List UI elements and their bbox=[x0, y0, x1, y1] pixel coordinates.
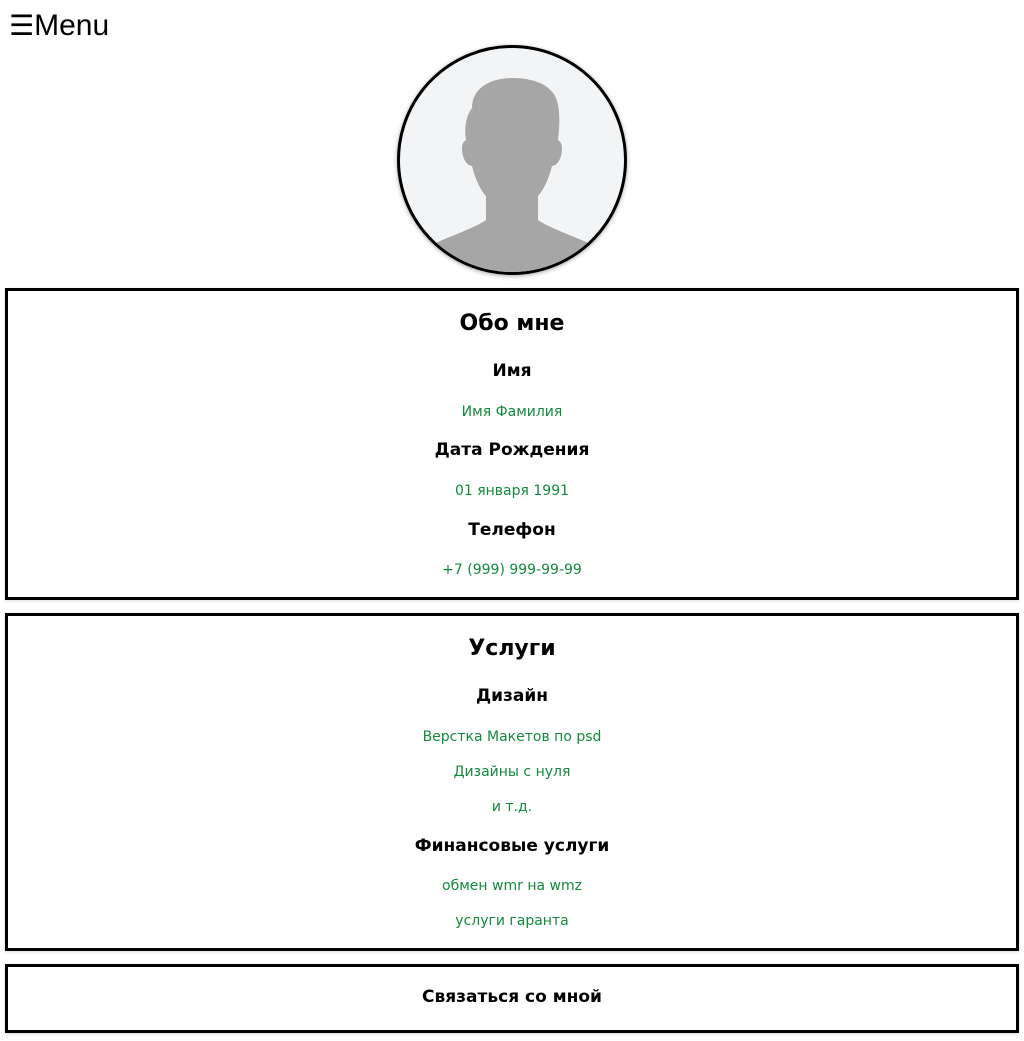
design-item: Верстка Макетов по psd bbox=[422, 729, 602, 745]
design-label: Дизайн bbox=[475, 686, 549, 706]
name-value: Имя Фамилия bbox=[461, 404, 563, 420]
design-item: Дизайны с нуля bbox=[453, 764, 571, 780]
services-title: Услуги bbox=[468, 636, 556, 661]
about-title: Обо мне bbox=[459, 311, 565, 336]
menu-label: Menu bbox=[34, 9, 110, 42]
contact-button[interactable] bbox=[5, 964, 1019, 1033]
services-card bbox=[5, 613, 1019, 951]
avatar bbox=[397, 45, 627, 275]
about-card bbox=[5, 288, 1019, 600]
finance-item: обмен wmr на wmz bbox=[442, 878, 582, 894]
hamburger-icon: ☰ bbox=[9, 9, 35, 42]
design-item: и т.д. bbox=[491, 799, 533, 815]
finance-label: Финансовые услуги bbox=[414, 836, 610, 856]
user-silhouette-icon bbox=[400, 48, 624, 272]
finance-item: услуги гаранта bbox=[455, 913, 569, 929]
menu-button[interactable] bbox=[9, 6, 109, 46]
birthdate-value: 01 января 1991 bbox=[454, 483, 570, 499]
phone-label: Телефон bbox=[468, 520, 556, 540]
name-label: Имя bbox=[492, 361, 532, 381]
contact-label: Связаться со мной bbox=[422, 987, 602, 1007]
phone-value: +7 (999) 999-99-99 bbox=[442, 562, 582, 578]
birthdate-label: Дата Рождения bbox=[434, 440, 590, 460]
